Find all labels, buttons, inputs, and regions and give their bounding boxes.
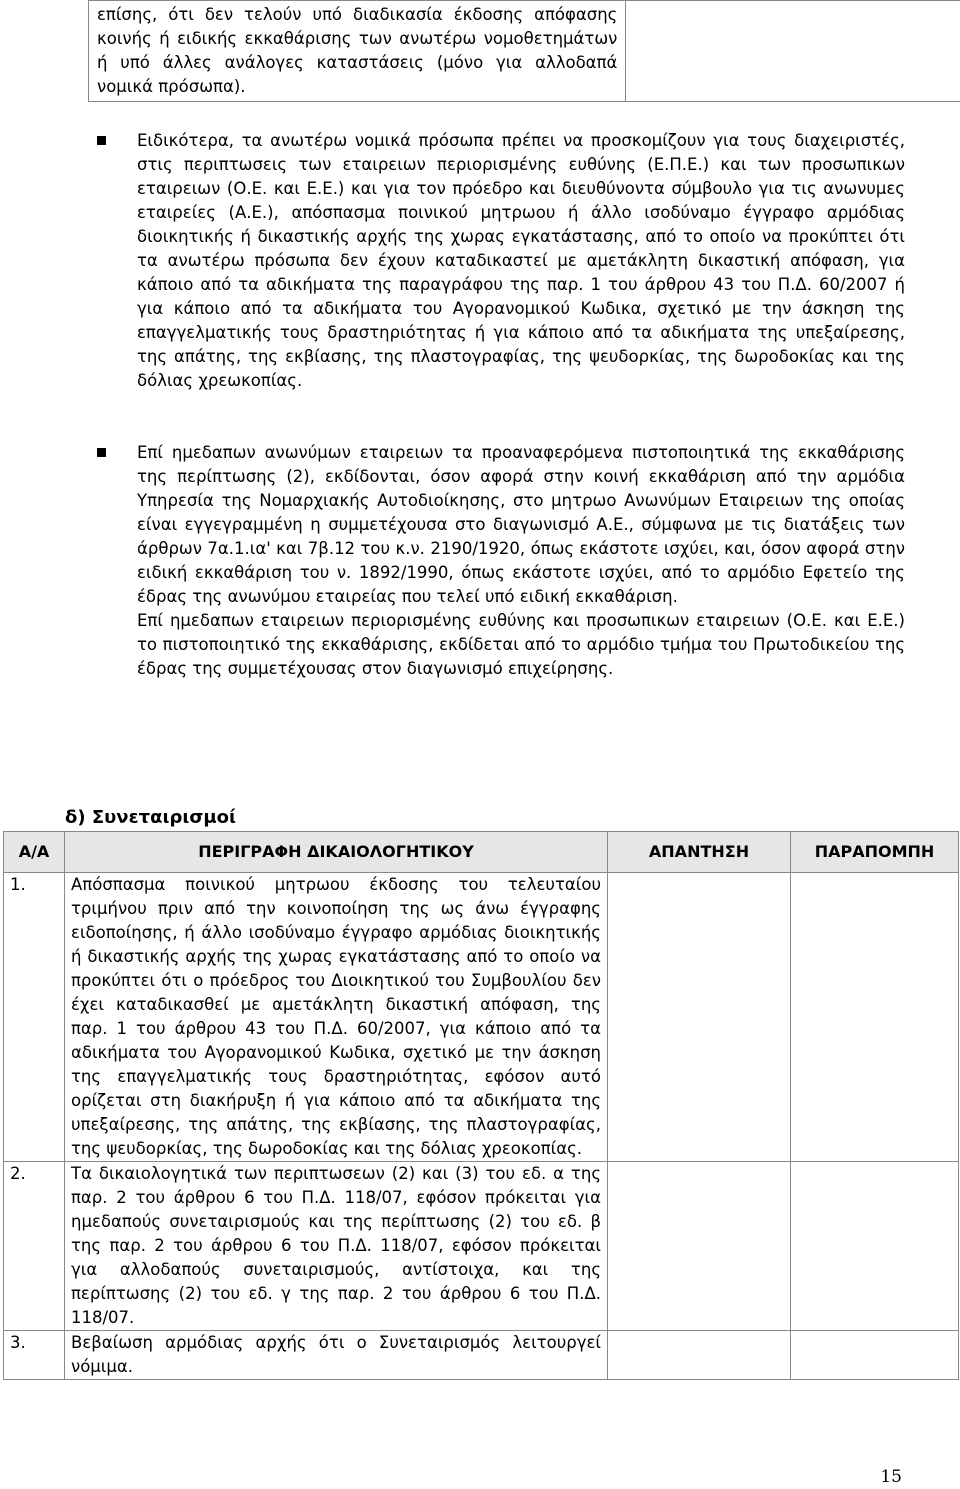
top-cell-empty	[626, 1, 960, 102]
column-header-description: ΠΕΡΙΓΡΑΦΗ ΔΙΚΑΙΟΛΟΓΗΤΙΚΟΥ	[65, 832, 608, 873]
row-number: 2.	[4, 1162, 65, 1331]
top-table-fragment	[88, 0, 960, 102]
row-description: Απόσπασμα ποινικού μητρωου έκδοσης του τελευταίου τριμήνου πριν από την κοινοποίηση της ως άνω έγγραφης ειδοποίησης, ή άλλο ισοδύναμο έγγραφο αρμόδιας διοικητικής ή δικαστικής αρχής της χωρας εγκατάστασης από το οποίο να προκύπτει ότι ο πρόεδρος του Διοικητικού του Συμβουλίου δεν έχει καταδικασθεί με αμετάκλητη δικαστική απόφαση, της παρ. 1 του άρθρου 43 του Π.Δ. 60/2007, για κάποιο από τα αδικήματα του Αγορανομικού Κωδικα, σχετικό με την άσκηση της επαγγελματικής τους δραστηριότητας, εφόσον αυτό ορίζεται στη διακήρυξη ή για κάποιο από τα αδικήματα της υπεξαίρεσης, της απάτης, της εκβίασης, της πλαστογραφίας, της ψευδορκίας, της δωροδοκίας και της δόλιας χρεοκοπίας.	[65, 873, 608, 1162]
square-bullet-icon	[97, 441, 137, 681]
requirements-table	[3, 831, 959, 1380]
table-row	[4, 1331, 959, 1380]
row-number: 3.	[4, 1331, 65, 1380]
column-header-answer: ΑΠΑΝΤΗΣΗ	[608, 832, 791, 873]
table-row	[4, 873, 959, 1162]
row-description: Βεβαίωση αρμόδιας αρχής ότι ο Συνεταιρισμός λειτουργεί νόμιμα.	[65, 1331, 608, 1380]
table-row	[4, 1162, 959, 1331]
bullet-text: Ειδικότερα, τα ανωτέρω νομικά πρόσωπα πρέπει να προσκομίζουν για τους διαχειριστές, στις περιπτωσεις των εταιρειων περιορισμένης ευθύνης (Ε.Π.Ε.) και των προσωπικων εταιρειων (Ο.Ε. και Ε.Ε.) και για τον πρόεδρο και διευθύνοντα σύμβουλο για τις ανωνυμες εταιρείες (Α.Ε.), απόσπασμα ποινικού μητρωου ή άλλο ισοδύναμο έγγραφο αρμόδιας διοικητικής ή δικαστικής αρχής της χωρας εγκατάστασης, από το οποίο να προκύπτει ότι τα ανωτέρω πρόσωπα δεν έχουν καταδικαστεί με αμετάκλητη δικαστική απόφαση, για κάποιο από τα αδικήματα της παραγράφου της παρ. 1 του άρθρου 43 του Π.Δ. 60/2007 ή για κάποιο από τα αδικήματα του Αγορανομικού Κωδικα, σχετικό με την άσκηση της επαγγελματικής τους δραστηριότητας ή για κάποιο από τα αδικήματα της υπεξαίρεσης, της απάτης, της εκβίασης, της πλαστογραφίας, της ψευδορκίας, της δωροδοκίας και της δόλιας χρεωκοπίας.	[137, 129, 905, 393]
page-number: 15	[880, 1465, 902, 1489]
bullet-list	[97, 441, 905, 681]
row-reference	[791, 1162, 959, 1331]
column-header-aa: Α/Α	[4, 832, 65, 873]
row-answer	[608, 873, 791, 1162]
row-answer	[608, 1162, 791, 1331]
bullet-text: Επί ημεδαπων ανωνύμων εταιρειων τα προαναφερόμενα πιστοποιητικά της εκκαθάρισης της περίπτωσης (2), εκδίδονται, όσον αφορά στην κοινή εκκαθάριση από την αρμόδια Υπηρεσία της Νομαρχιακής Αυτοδιοίκησης, στο μητρωο Ανωνύμων Εταιρειων της οποίας είναι εγγεγραμμένη η συμμετέχουσα στο διαγωνισμό Α.Ε., σύμφωνα με τις διατάξεις των άρθρων 7α.1.ια' και 7β.12 του κ.ν. 2190/1920, όπως εκάστοτε ισχύει, και, όσον αφορά στην ειδική εκκαθάριση του ν. 1892/1990, όπως εκάστοτε ισχύει, από το αρμόδιο Εφετείο της έδρας της ανωνύμου εταιρείας που τελεί υπό ειδική εκκαθάριση.	[137, 441, 905, 609]
row-reference	[791, 873, 959, 1162]
bullet-list	[97, 129, 905, 393]
row-description: Τα δικαιολογητικά των περιπτωσεων (2) και (3) του εδ. α της παρ. 2 του άρθρου 6 του Π.Δ. 118/07, εφόσον πρόκειται για ημεδαπούς συνεταιρισμούς και της περίπτωσης (2) του εδ. β της παρ. 2 του άρθρου 6 του Π.Δ. 118/07, εφόσον πρόκειται για αλλοδαπούς συνεταιρισμούς, αντίστοιχα, και της περίπτωσης (2) του εδ. γ της παρ. 2 του άρθρου 6 του Π.Δ. 118/07.	[65, 1162, 608, 1331]
list-item	[97, 129, 905, 393]
section-title: δ) Συνεταιρισμοί	[65, 806, 236, 830]
list-item	[97, 441, 905, 681]
square-bullet-icon	[97, 129, 137, 393]
row-reference	[791, 1331, 959, 1380]
top-cell-text: επίσης, ότι δεν τελούν υπό διαδικασία έκδοσης απόφασης κοινής ή ειδικής εκκαθάρισης των ανωτέρω νομοθετημάτων ή υπό άλλες ανάλογες καταστάσεις (μόνο για αλλοδαπά νομικά πρόσωπα).	[89, 1, 626, 102]
bullet-text-group	[137, 441, 905, 681]
table-header-row	[4, 832, 959, 873]
table-row	[89, 1, 960, 102]
row-answer	[608, 1331, 791, 1380]
row-number: 1.	[4, 873, 65, 1162]
column-header-reference: ΠΑΡΑΠΟΜΠΗ	[791, 832, 959, 873]
bullet-text-continued: Επί ημεδαπων εταιρειων περιορισμένης ευθύνης και προσωπικων εταιρειων (Ο.Ε. και Ε.Ε.) το πιστοποιητικό της εκκαθάρισης, εκδίδεται από το αρμόδιο τμήμα του Πρωτοδικείου της έδρας της συμμετέχουσας στον διαγωνισμό επιχείρησης.	[137, 609, 905, 681]
